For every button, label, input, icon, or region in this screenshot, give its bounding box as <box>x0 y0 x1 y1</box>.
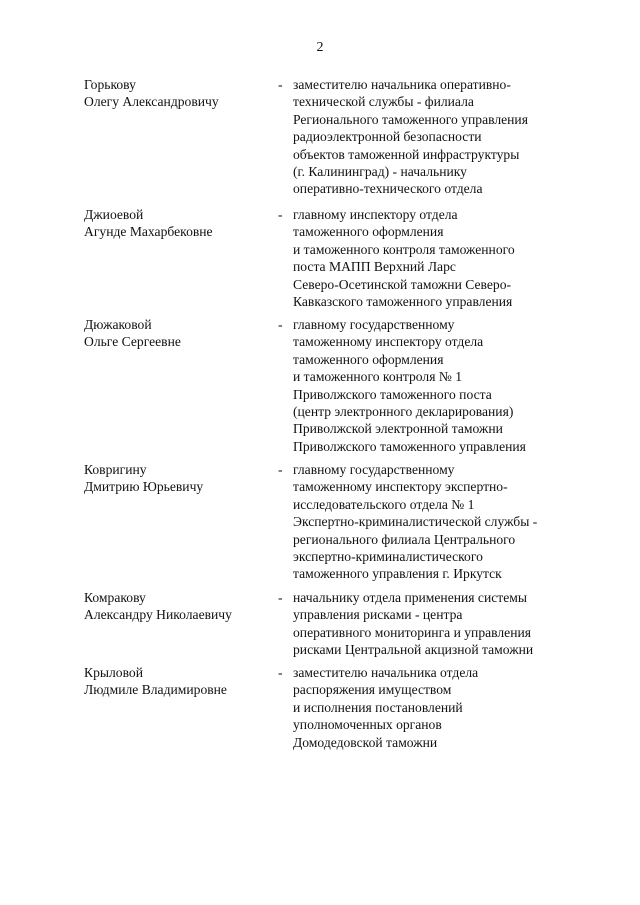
description-line: (центр электронного декларирования) <box>293 404 514 420</box>
description-line: Северо-Осетинской таможни Северо- <box>293 276 512 292</box>
position-description <box>293 76 623 198</box>
position-description <box>293 589 623 659</box>
description-line: рисками Центральной акцизной таможни <box>293 642 534 658</box>
surname: Крыловой <box>84 665 143 680</box>
surname: Ковригину <box>84 462 147 477</box>
description-line: таможенного оформления <box>293 224 444 240</box>
surname: Джиоевой <box>84 207 144 222</box>
position-description <box>293 461 623 583</box>
description-line: Экспертно-криминалистической службы - <box>293 514 538 530</box>
person-name <box>84 664 274 699</box>
given-names: Людмиле Владимировне <box>84 682 227 698</box>
description-line: главному государственному <box>293 462 455 477</box>
given-names: Александру Николаевичу <box>84 607 232 623</box>
dash-separator: - <box>278 317 283 332</box>
description-line: Регионального таможенного управления <box>293 111 528 127</box>
description-line: таможенному инспектору отдела <box>293 334 484 350</box>
description-line: заместителю начальника отдела <box>293 665 479 680</box>
dash-separator: - <box>278 207 283 222</box>
description-line: экспертно-криминалистического <box>293 549 483 565</box>
description-line: оперативно-технического отдела <box>293 181 483 197</box>
dash-separator: - <box>278 462 283 477</box>
dash-separator: - <box>278 590 283 605</box>
surname: Дюжаковой <box>84 317 152 332</box>
position-description <box>293 316 623 455</box>
description-line: распоряжения имуществом <box>293 682 452 698</box>
person-name <box>84 316 274 351</box>
description-line: радиоэлектронной безопасности <box>293 129 482 145</box>
surname: Горькову <box>84 77 136 92</box>
description-line: оперативного мониторинга и управления <box>293 624 532 640</box>
description-line: и таможенного контроля № 1 <box>293 369 463 385</box>
description-line: начальнику отдела применения системы <box>293 590 527 605</box>
description-line: таможенного оформления <box>293 351 444 367</box>
given-names: Олегу Александровичу <box>84 94 219 110</box>
position-description <box>293 206 623 310</box>
description-line: заместителю начальника оперативно- <box>293 77 511 92</box>
position-description <box>293 664 623 751</box>
description-line: (г. Калининград) - начальнику <box>293 164 467 180</box>
description-line: регионального филиала Центрального <box>293 531 516 547</box>
description-line: Приволжской электронной таможни <box>293 421 503 437</box>
description-line: объектов таможенной инфраструктуры <box>293 146 520 162</box>
description-line: таможенного управления г. Иркутск <box>293 566 502 582</box>
description-line: и таможенного контроля таможенного <box>293 241 515 257</box>
given-names: Дмитрию Юрьевичу <box>84 479 204 495</box>
description-line: уполномоченных органов <box>293 717 442 733</box>
description-line: поста МАПП Верхний Ларс <box>293 259 456 275</box>
description-line: исследовательского отдела № 1 <box>293 496 475 512</box>
person-name <box>84 206 274 241</box>
page-number: 2 <box>316 40 324 55</box>
person-name <box>84 589 274 624</box>
description-line: Приволжского таможенного поста <box>293 386 492 402</box>
surname: Комракову <box>84 590 146 605</box>
given-names: Агунде Махарбековне <box>84 224 213 240</box>
description-line: и исполнения постановлений <box>293 699 463 715</box>
person-name <box>84 76 274 111</box>
description-line: управления рисками - центра <box>293 607 463 623</box>
given-names: Ольге Сергеевне <box>84 334 181 350</box>
person-name <box>84 461 274 496</box>
description-line: главному инспектору отдела <box>293 207 458 222</box>
description-line: главному государственному <box>293 317 455 332</box>
description-line: Домодедовской таможни <box>293 734 438 750</box>
description-line: таможенному инспектору экспертно- <box>293 479 508 495</box>
description-line: Приволжского таможенного управления <box>293 438 526 454</box>
description-line: Кавказского таможенного управления <box>293 294 513 310</box>
dash-separator: - <box>278 665 283 680</box>
description-line: технической службы - филиала <box>293 94 474 110</box>
dash-separator: - <box>278 77 283 92</box>
